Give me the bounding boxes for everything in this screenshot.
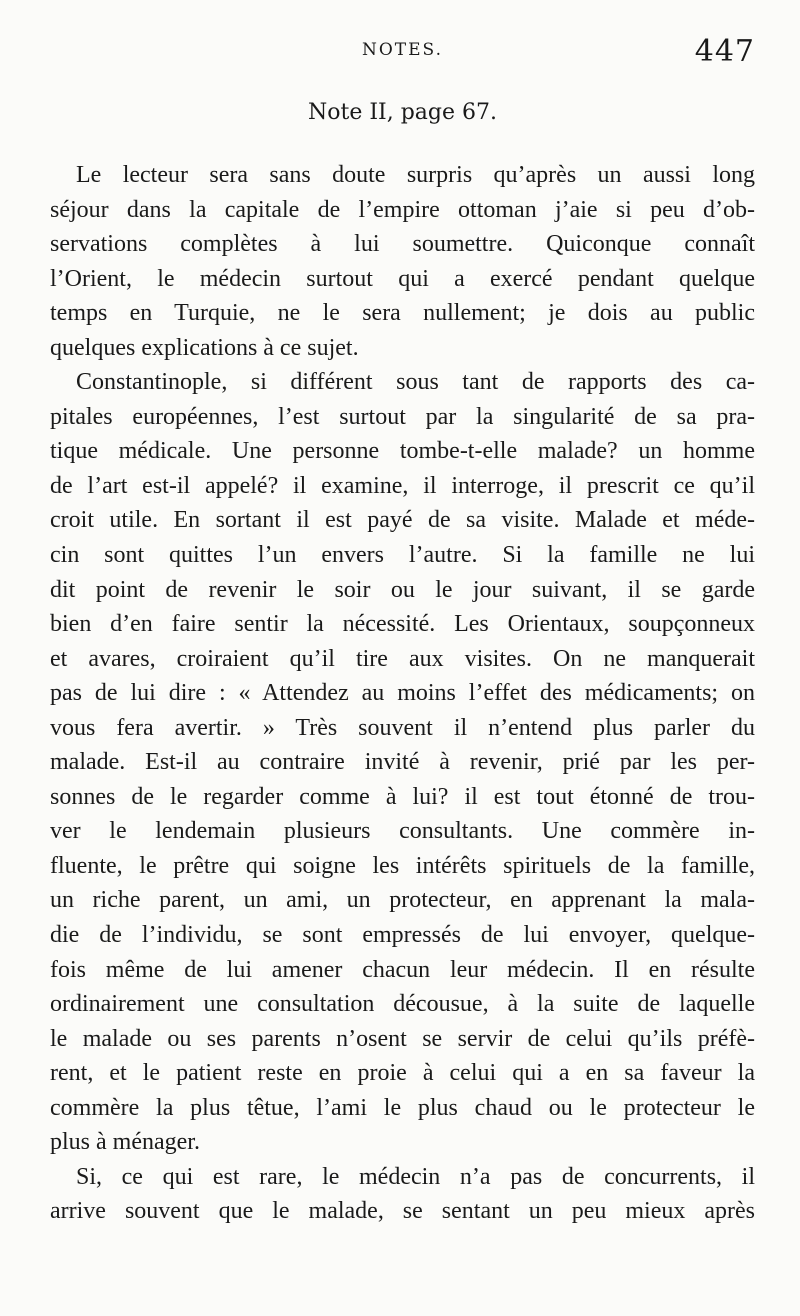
text-line: quelques explications à ce sujet. bbox=[50, 334, 359, 361]
text-line: rent, et le patient reste en proie à celui qui a en sa faveur la bbox=[50, 1060, 755, 1087]
text-line: ver le lendemain plusieurs consultants. Une commère in- bbox=[50, 818, 755, 845]
text-line: Le lecteur sera sans doute surpris qu’après un aussi long bbox=[76, 162, 755, 188]
note-heading: Note II, page 67. bbox=[308, 100, 497, 125]
body-text bbox=[50, 158, 755, 1229]
text-line: plus à ménager. bbox=[50, 1129, 200, 1156]
text-line: de l’art est-il appelé? il examine, il interroge, il prescrit ce qu’il bbox=[50, 472, 755, 499]
text-line: temps en Turquie, ne le sera nullement; je dois au public bbox=[50, 300, 755, 327]
text-line: fluente, le prêtre qui soigne les intérêts spirituels de la famille, bbox=[50, 852, 755, 879]
text-line: le malade ou ses parents n’osent se servir de celui qu’ils préfè- bbox=[50, 1025, 755, 1052]
text-line: séjour dans la capitale de l’empire ottoman j’aie si peu d’ob- bbox=[50, 196, 755, 223]
paragraph-3 bbox=[50, 1160, 755, 1229]
paragraph-2 bbox=[50, 365, 755, 1160]
page-number: 447 bbox=[694, 34, 755, 69]
text-line: cin sont quittes l’un envers l’autre. Si la famille ne lui bbox=[50, 542, 755, 569]
text-line: Constantinople, si différent sous tant de rapports des ca- bbox=[76, 369, 755, 396]
text-line: fois même de lui amener chacun leur médecin. Il en résulte bbox=[50, 956, 755, 983]
text-line: dit point de revenir le soir ou le jour suivant, il se garde bbox=[50, 576, 755, 603]
text-line: servations complètes à lui soumettre. Quiconque connaît bbox=[50, 231, 755, 258]
text-line: et avares, croiraient qu’il tire aux visites. On ne manquerait bbox=[50, 645, 755, 672]
text-line: vous fera avertir. » Très souvent il n’entend plus parler du bbox=[50, 714, 755, 741]
text-line: Si, ce qui est rare, le médecin n’a pas de concurrents, il bbox=[76, 1163, 755, 1190]
running-head bbox=[50, 34, 755, 74]
text-line: un riche parent, un ami, un protecteur, en apprenant la mala- bbox=[50, 887, 755, 914]
running-title: NOTES. bbox=[361, 40, 443, 60]
text-line: die de l’individu, se sont empressés de lui envoyer, quelque- bbox=[50, 922, 755, 949]
text-line: malade. Est-il au contraire invité à revenir, prié par les per- bbox=[50, 749, 755, 776]
text-line: croit utile. En sortant il est payé de sa visite. Malade et méde- bbox=[50, 507, 755, 534]
text-line: bien d’en faire sentir la nécessité. Les Orientaux, soupçonneux bbox=[50, 611, 755, 638]
paragraph-1 bbox=[50, 158, 755, 365]
text-line: ordinairement une consultation décousue, à la suite de laquelle bbox=[50, 991, 755, 1018]
text-line: tique médicale. Une personne tombe-t-elle malade? un homme bbox=[50, 438, 755, 465]
text-line: l’Orient, le médecin surtout qui a exercé pendant quelque bbox=[50, 265, 755, 292]
text-line: sonnes de le regarder comme à lui? il est tout étonné de trou- bbox=[50, 783, 755, 810]
text-line: pas de lui dire : « Attendez au moins l’effet des médicaments; on bbox=[50, 680, 755, 707]
text-line: arrive souvent que le malade, se sentant un peu mieux après bbox=[50, 1198, 755, 1225]
text-line: pitales européennes, l’est surtout par la singularité de sa pra- bbox=[50, 403, 755, 430]
text-line: commère la plus têtue, l’ami le plus chaud ou le protecteur le bbox=[50, 1094, 755, 1121]
